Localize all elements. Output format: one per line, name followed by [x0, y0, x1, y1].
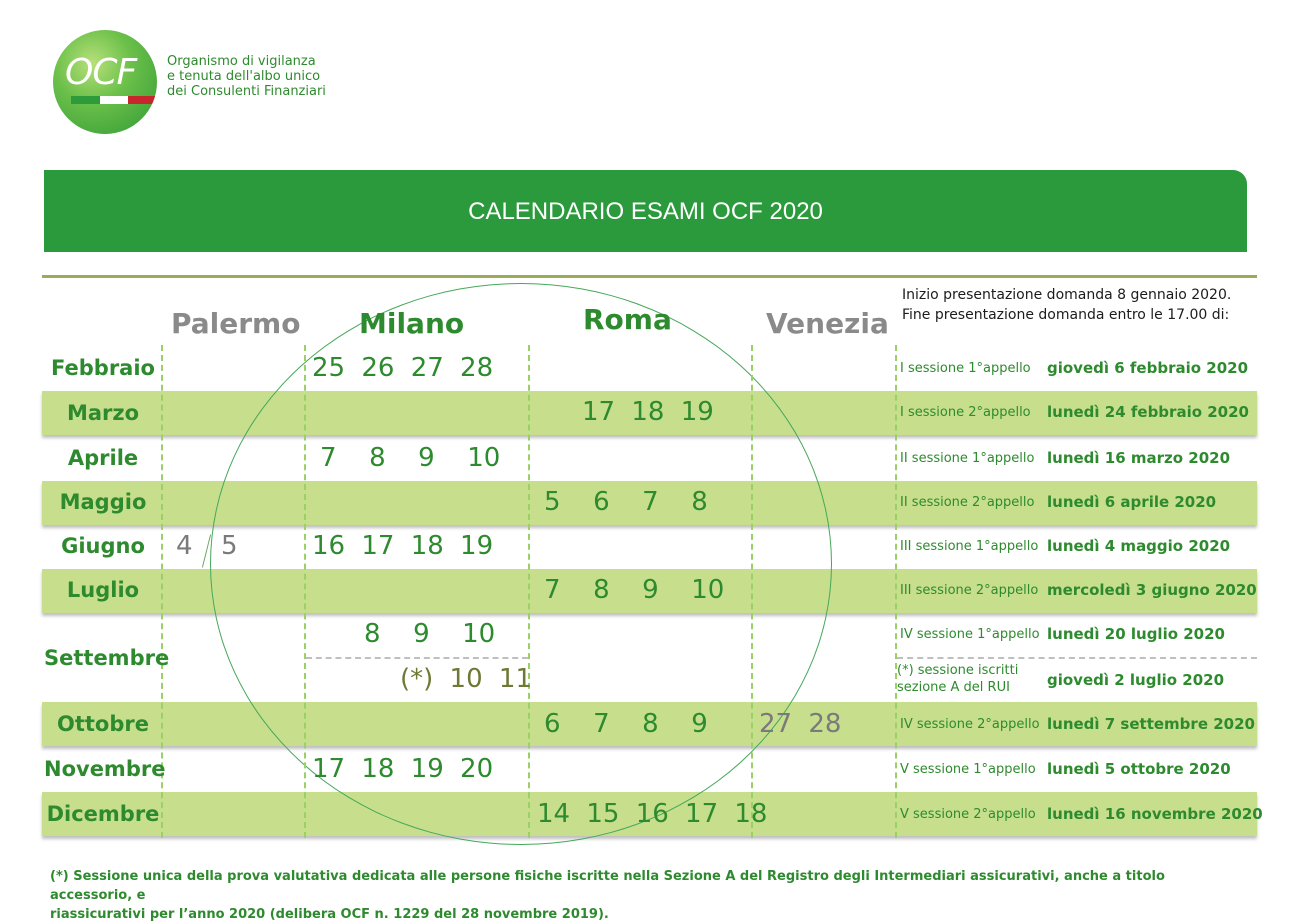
- month-label: Marzo: [66, 401, 140, 425]
- month-label: Aprile: [67, 446, 139, 470]
- top-rule: [42, 275, 1257, 278]
- intro-line-1: Inizio presentazione domanda 8 gennaio 2020.: [902, 287, 1232, 303]
- milano-days: 8 9 10: [364, 619, 496, 649]
- session-deadline: lunedì 16 marzo 2020: [1047, 449, 1231, 467]
- milano-days: 25 26 27 28: [312, 353, 494, 383]
- session-deadline: lunedì 6 aprile 2020: [1047, 493, 1217, 511]
- city-header-venezia: Venezia: [766, 307, 889, 340]
- roma-days: 7 8 9 10: [544, 575, 725, 605]
- column-divider: [895, 345, 897, 838]
- column-divider: [528, 345, 530, 838]
- month-label: Maggio: [59, 490, 147, 514]
- rui-label-line-1: (*) sessione iscritti: [897, 663, 1019, 678]
- title-banner: [44, 170, 1247, 252]
- milano-rui-days: (*) 10 11: [400, 664, 532, 694]
- milano-days: 7 8 9 10: [320, 443, 501, 473]
- org-line-1: Organismo di vigilanza: [167, 54, 316, 69]
- session-deadline: giovedì 6 febbraio 2020: [1047, 359, 1249, 377]
- italian-flag-stripe: [71, 96, 157, 104]
- footnote-line-1: (*) Sessione unica della prova valutativa dedicata alle persone fisiche iscritte nella Sezione A del Registro degli Intermediari assicurativi, anche a titolo accessorio, e: [50, 869, 1165, 903]
- application-intro: [902, 285, 1231, 325]
- column-divider: [304, 345, 306, 838]
- row-split-divider: [306, 657, 528, 659]
- month-label: Ottobre: [57, 712, 149, 736]
- milano-days: 16 17 18 19: [312, 531, 494, 561]
- month-label: Luglio: [66, 578, 140, 602]
- org-line-2: e tenuta dell'albo unico: [167, 69, 321, 84]
- row-split-divider: [897, 657, 1257, 659]
- session-label: II sessione 2°appello: [900, 495, 1035, 510]
- organization-name: [167, 54, 387, 99]
- month-label: Novembre: [44, 757, 166, 781]
- org-line-3: dei Consulenti Finanziari: [167, 84, 326, 99]
- session-deadline: mercoledì 3 giugno 2020: [1047, 581, 1257, 599]
- page-title: CALENDARIO ESAMI OCF 2020: [468, 198, 823, 225]
- session-deadline: lunedì 20 luglio 2020: [1047, 625, 1225, 643]
- month-label: Settembre: [44, 646, 170, 670]
- ocf-logo: [53, 30, 157, 134]
- palermo-day: 5: [221, 531, 238, 561]
- session-label: I sessione 2°appello: [900, 405, 1031, 420]
- session-deadline: lunedì 7 settembre 2020: [1047, 715, 1255, 733]
- month-label: Febbraio: [51, 356, 155, 380]
- logo-text: OCF: [65, 52, 137, 93]
- city-header-roma: Roma: [583, 303, 672, 336]
- session-deadline: lunedì 16 novembre 2020: [1047, 805, 1263, 823]
- session-label: V sessione 1°appello: [900, 762, 1036, 777]
- milano-days: 17 18 19 20: [312, 754, 494, 784]
- session-deadline: lunedì 5 ottobre 2020: [1047, 760, 1231, 778]
- session-label: II sessione 1°appello: [900, 451, 1035, 466]
- roma-days: 5 6 7 8: [544, 487, 708, 517]
- palermo-day: 4: [176, 531, 193, 561]
- session-label: III sessione 1°appello: [900, 539, 1039, 554]
- session-label: IV sessione 1°appello: [900, 627, 1040, 642]
- roma-days: 6 7 8 9: [544, 709, 708, 739]
- rui-label-line-2: sezione A del RUI: [897, 680, 1010, 695]
- session-deadline: lunedì 24 febbraio 2020: [1047, 403, 1249, 421]
- footnote: [50, 867, 1230, 924]
- roma-days: 17 18 19: [582, 397, 714, 427]
- session-deadline: lunedì 4 maggio 2020: [1047, 537, 1231, 555]
- footnote-line-2: riassicurativi per l’anno 2020 (delibera OCF n. 1229 del 28 novembre 2019).: [50, 907, 609, 922]
- rui-session-label: [897, 662, 1018, 696]
- rui-session-deadline: giovedì 2 luglio 2020: [1047, 671, 1225, 689]
- roma-days: 14 15 16 17 18: [537, 799, 768, 829]
- month-label: Giugno: [61, 534, 145, 558]
- venezia-days: 27 28: [759, 709, 842, 739]
- city-header-palermo: Palermo: [171, 307, 301, 340]
- column-divider: [751, 345, 753, 838]
- city-header-milano: Milano: [359, 307, 465, 340]
- session-label: III sessione 2°appello: [900, 583, 1039, 598]
- session-label: I sessione 1°appello: [900, 361, 1031, 376]
- month-label: Dicembre: [46, 802, 160, 826]
- intro-line-2: Fine presentazione domanda entro le 17.00 di:: [902, 307, 1230, 323]
- session-label: IV sessione 2°appello: [900, 717, 1040, 732]
- session-label: V sessione 2°appello: [900, 807, 1036, 822]
